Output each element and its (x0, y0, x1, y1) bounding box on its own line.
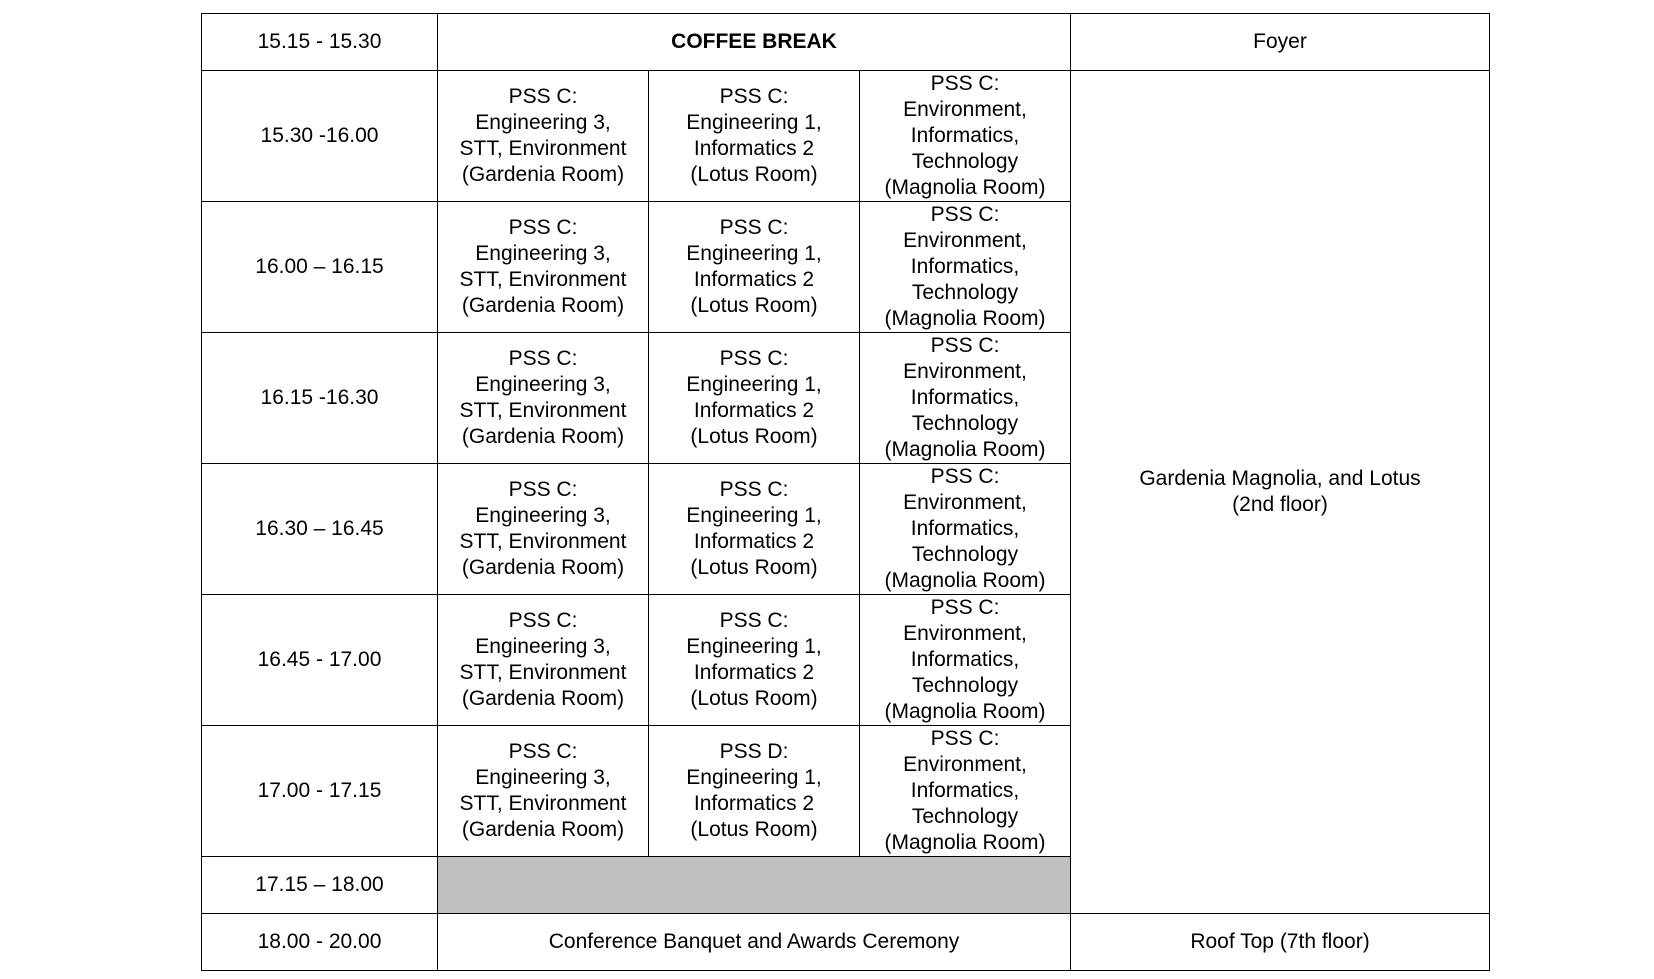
session-line: STT, Environment (459, 399, 627, 422)
event-cell: Conference Banquet and Awards Ceremony (438, 914, 1071, 971)
session-line: Engineering 1, (686, 766, 822, 789)
session-cell-lotus (649, 71, 860, 202)
session-line: Environment, (903, 360, 1027, 383)
location-cell: Roof Top (7th floor) (1071, 914, 1490, 971)
session-cell-lotus (649, 333, 860, 464)
session-line: (Lotus Room) (690, 556, 818, 579)
session-cell-magnolia (860, 464, 1071, 595)
blank-shaded-cell (438, 857, 1071, 914)
session-cell-lotus (649, 464, 860, 595)
session-line: Informatics, (910, 386, 1020, 409)
session-line: (Magnolia Room) (884, 700, 1046, 723)
session-line: (Magnolia Room) (884, 569, 1046, 592)
session-line: PSS C: (719, 85, 789, 108)
session-line: PSS C: (930, 727, 1000, 750)
time-cell: 16.30 – 16.45 (202, 464, 438, 595)
session-line: Engineering 1, (686, 111, 822, 134)
merged-location-cell (1071, 71, 1490, 914)
location-line: Gardenia Magnolia, and Lotus (1139, 467, 1421, 490)
session-line: (Magnolia Room) (884, 176, 1046, 199)
session-line: Informatics 2 (693, 530, 815, 553)
session-line: Engineering 3, (475, 766, 611, 789)
session-line: Environment, (903, 229, 1027, 252)
session-line: Technology (911, 805, 1019, 828)
session-line: Environment, (903, 491, 1027, 514)
session-cell-magnolia (860, 202, 1071, 333)
session-line: (Gardenia Room) (461, 294, 625, 317)
time-cell: 16.15 -16.30 (202, 333, 438, 464)
session-cell-magnolia (860, 71, 1071, 202)
session-line: PSS C: (508, 347, 578, 370)
session-line: PSS C: (719, 478, 789, 501)
time-cell: 16.45 - 17.00 (202, 595, 438, 726)
location-line: (2nd floor) (1232, 493, 1328, 516)
session-line: PSS C: (930, 334, 1000, 357)
session-line: STT, Environment (459, 268, 627, 291)
session-line: STT, Environment (459, 661, 627, 684)
session-line: PSS C: (508, 609, 578, 632)
session-line: (Magnolia Room) (884, 831, 1046, 854)
session-line: Engineering 3, (475, 504, 611, 527)
session-line: Technology (911, 150, 1019, 173)
session-line: STT, Environment (459, 137, 627, 160)
time-cell: 17.15 – 18.00 (202, 857, 438, 914)
session-line: Informatics 2 (693, 399, 815, 422)
session-line: Engineering 1, (686, 242, 822, 265)
session-cell-gardenia (438, 71, 649, 202)
session-line: Engineering 3, (475, 373, 611, 396)
time-cell: 17.00 - 17.15 (202, 726, 438, 857)
session-line: Technology (911, 543, 1019, 566)
session-line: Engineering 3, (475, 242, 611, 265)
session-line: Engineering 3, (475, 111, 611, 134)
session-line: STT, Environment (459, 792, 627, 815)
session-line: Informatics, (910, 648, 1020, 671)
session-line: PSS C: (930, 465, 1000, 488)
session-line: Informatics, (910, 255, 1020, 278)
session-line: Environment, (903, 98, 1027, 121)
session-line: Informatics 2 (693, 792, 815, 815)
session-cell-magnolia (860, 595, 1071, 726)
session-line: Technology (911, 281, 1019, 304)
session-line: Technology (911, 674, 1019, 697)
session-line: Environment, (903, 753, 1027, 776)
session-line: Informatics, (910, 517, 1020, 540)
session-line: PSS C: (930, 72, 1000, 95)
session-line: (Gardenia Room) (461, 687, 625, 710)
session-cell-gardenia (438, 202, 649, 333)
session-line: Environment, (903, 622, 1027, 645)
session-line: Engineering 1, (686, 635, 822, 658)
session-line: Informatics 2 (693, 268, 815, 291)
schedule-table (201, 13, 1490, 971)
session-line: Technology (911, 412, 1019, 435)
session-line: Informatics 2 (693, 661, 815, 684)
session-cell-gardenia (438, 333, 649, 464)
time-cell: 15.15 - 15.30 (202, 14, 438, 71)
time-cell: 18.00 - 20.00 (202, 914, 438, 971)
session-cell-magnolia (860, 726, 1071, 857)
time-cell: 16.00 – 16.15 (202, 202, 438, 333)
location-cell: Foyer (1071, 14, 1490, 71)
time-cell: 15.30 -16.00 (202, 71, 438, 202)
event-cell: COFFEE BREAK (438, 14, 1071, 71)
session-line: PSS C: (508, 478, 578, 501)
session-line: (Lotus Room) (690, 163, 818, 186)
session-line: PSS C: (508, 216, 578, 239)
schedule-row (202, 71, 1490, 202)
session-cell-lotus (649, 726, 860, 857)
session-line: Informatics 2 (693, 137, 815, 160)
session-line: (Lotus Room) (690, 687, 818, 710)
session-line: Informatics, (910, 124, 1020, 147)
session-line: PSS C: (930, 596, 1000, 619)
session-line: PSS C: (719, 216, 789, 239)
session-cell-lotus (649, 595, 860, 726)
session-line: PSS C: (508, 85, 578, 108)
session-cell-magnolia (860, 333, 1071, 464)
session-line: PSS D: (719, 740, 789, 763)
schedule-row (202, 14, 1490, 71)
session-cell-gardenia (438, 595, 649, 726)
session-line: (Lotus Room) (690, 425, 818, 448)
session-line: Engineering 1, (686, 373, 822, 396)
session-line: (Gardenia Room) (461, 818, 625, 841)
session-line: PSS C: (719, 609, 789, 632)
session-cell-gardenia (438, 464, 649, 595)
session-line: (Gardenia Room) (461, 163, 625, 186)
schedule-row (202, 914, 1490, 971)
session-line: PSS C: (930, 203, 1000, 226)
session-line: (Magnolia Room) (884, 307, 1046, 330)
session-cell-gardenia (438, 726, 649, 857)
session-line: (Gardenia Room) (461, 556, 625, 579)
session-line: Engineering 3, (475, 635, 611, 658)
session-line: STT, Environment (459, 530, 627, 553)
session-line: (Gardenia Room) (461, 425, 625, 448)
session-line: (Lotus Room) (690, 294, 818, 317)
session-line: (Magnolia Room) (884, 438, 1046, 461)
session-line: PSS C: (719, 347, 789, 370)
session-line: Informatics, (910, 779, 1020, 802)
session-line: (Lotus Room) (690, 818, 818, 841)
session-line: Engineering 1, (686, 504, 822, 527)
session-line: PSS C: (508, 740, 578, 763)
session-cell-lotus (649, 202, 860, 333)
